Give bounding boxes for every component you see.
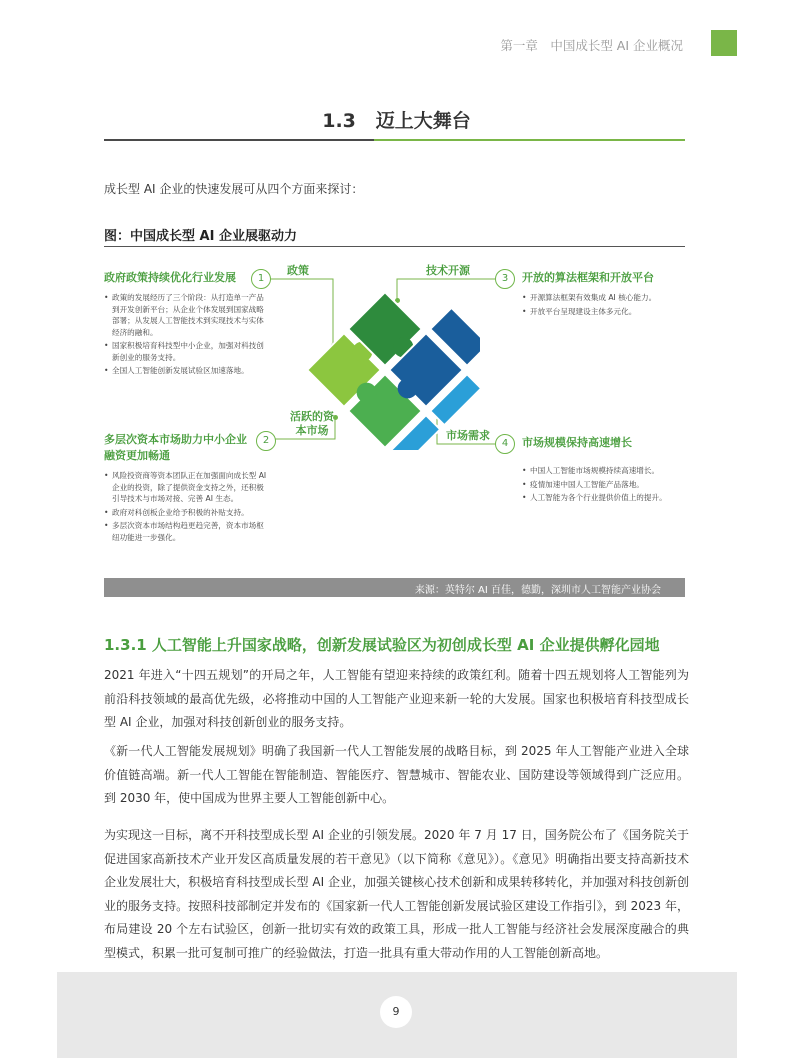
bullet-item: • 中国人工智能市场规模持续高速增长。 [522, 465, 687, 477]
page-footer [57, 972, 737, 1058]
factor-title: 市场规模保持高速增长 [522, 436, 632, 449]
section-number: 1.3 [322, 110, 356, 132]
page-number: 9 [380, 996, 412, 1028]
factor-open-platform [522, 270, 687, 319]
body-paragraph: 2021 年进入“十四五规划”的开局之年，人工智能有望迎来持续的政策红利。随着十四五规划将人工智能列为前沿科技领域的最高优先级，必将推动中国的人工智能产业迎来新一轮的大发展。国家也积极培育科技型成长型 AI 企业，加强对科技创新创业的服务支持。 [104, 668, 689, 729]
factor-title: 多层次资本市场助力中小企业融资更加畅通 [104, 433, 247, 462]
factor-policy [104, 270, 269, 379]
chapter-header: 第一章 中国成长型 AI 企业概况 [500, 38, 683, 53]
factor-number-2: 2 [256, 431, 276, 451]
section-title-text: 迈上大舞台 [375, 110, 471, 132]
factor-capital [104, 432, 269, 545]
bullet-item: • 开放平台呈现建设主体多元化。 [522, 306, 687, 318]
puzzle-label-market-demand: 市场需求 [446, 429, 490, 442]
factor-number-1: 1 [251, 269, 271, 289]
bullet-item: • 人工智能为各个行业提供价值上的提升。 [522, 492, 687, 504]
figure-source: 来源：英特尔 AI 百佳，德勤，深圳市人工智能产业协会 [414, 585, 661, 596]
factor-bullets [522, 465, 687, 504]
factor-number-3: 3 [495, 269, 515, 289]
puzzle-label-policy: 政策 [287, 264, 309, 277]
bullet-item: • 疫情加速中国人工智能产品落地。 [522, 479, 687, 491]
body-paragraph: 《新一代人工智能发展规划》明确了我国新一代人工智能发展的战略目标，到 2025 年人工智能产业进入全球价值链高端。新一代人工智能在智能制造、智能医疗、智慧城市、智能农业、国防建设等领域得到广泛应用。到 2030 年，使中国成为世界主要人工智能创新中心。 [104, 744, 689, 805]
bullet-item: • 国家积极培育科技型中小企业，加强对科技创新创业的服务支持。 [104, 340, 269, 363]
factor-bullets [522, 292, 687, 317]
puzzle-label-tech-open-source: 技术开源 [426, 264, 470, 277]
figure-title: 图：中国成长型 AI 企业展驱动力 [104, 229, 297, 244]
factor-number-4: 4 [495, 434, 515, 454]
puzzle-label-capital-market: 活跃的资本市场 [290, 410, 334, 437]
bullet-item: • 开源算法框架有效集成 AI 核心能力。 [522, 292, 687, 304]
bullet-item: • 全国人工智能创新发展试验区加速落地。 [104, 365, 269, 377]
factor-title: 开放的算法框架和开放平台 [522, 271, 654, 284]
bullet-item: • 政府对科创板企业给予积极的补贴支持。 [104, 507, 269, 519]
figure-source-bar [104, 578, 685, 597]
bullet-item: • 多层次资本市场结构趋更趋完善，资本市场枢纽功能进一步强化。 [104, 520, 269, 543]
bullet-item: • 政策的发展经历了三个阶段：从打造单一产品到开发创新平台；从企业个体发展到国家战略部署；从发展人工智能技术到实现技术与实体经济的融和。 [104, 292, 269, 338]
intro-text: 成长型 AI 企业的快速发展可从四个方面来探讨： [104, 182, 364, 196]
bullet-item: • 风险投资商等资本团队正在加强面向成长型 AI 企业的投资，除了提供资金支持之外，还积极引导技术与市场对接、完善 AI 生态。 [104, 470, 269, 505]
factor-market-scale [522, 435, 687, 506]
factor-bullets [104, 470, 269, 543]
body-paragraph: 为实现这一目标，离不开科技型成长型 AI 企业的引领发展。2020 年 7 月 17 日，国务院公布了《国务院关于促进国家高新技术产业开发区高质量发展的若干意见》（以下简称《意见》）。《意见》明确指出要支持高新技术企业发展壮大，积极培育科技型成长型 AI 企业，加强关键核心技术创新和成果转移转化，并加强对科技创新创业的服务支持。按照科技部制定并发布的《国家新一代人工智能创新发展试验区建设工作指引》，到 2023 年，布局建设 20 个左右试验区，创新一批切实有效的政策工具，形成一批人工智能与经济社会发展深度融合的典型模式，积累一批可复制可推广的经验做法，打造一批具有重大带动作用的人工智能创新高地。 [104, 828, 689, 960]
factor-bullets [104, 292, 269, 377]
factor-title: 政府政策持续优化行业发展 [104, 271, 236, 284]
subsection-title: 1.3.1 人工智能上升国家战略，创新发展试验区为初创成长型 AI 企业提供孵化园地 [104, 636, 660, 654]
